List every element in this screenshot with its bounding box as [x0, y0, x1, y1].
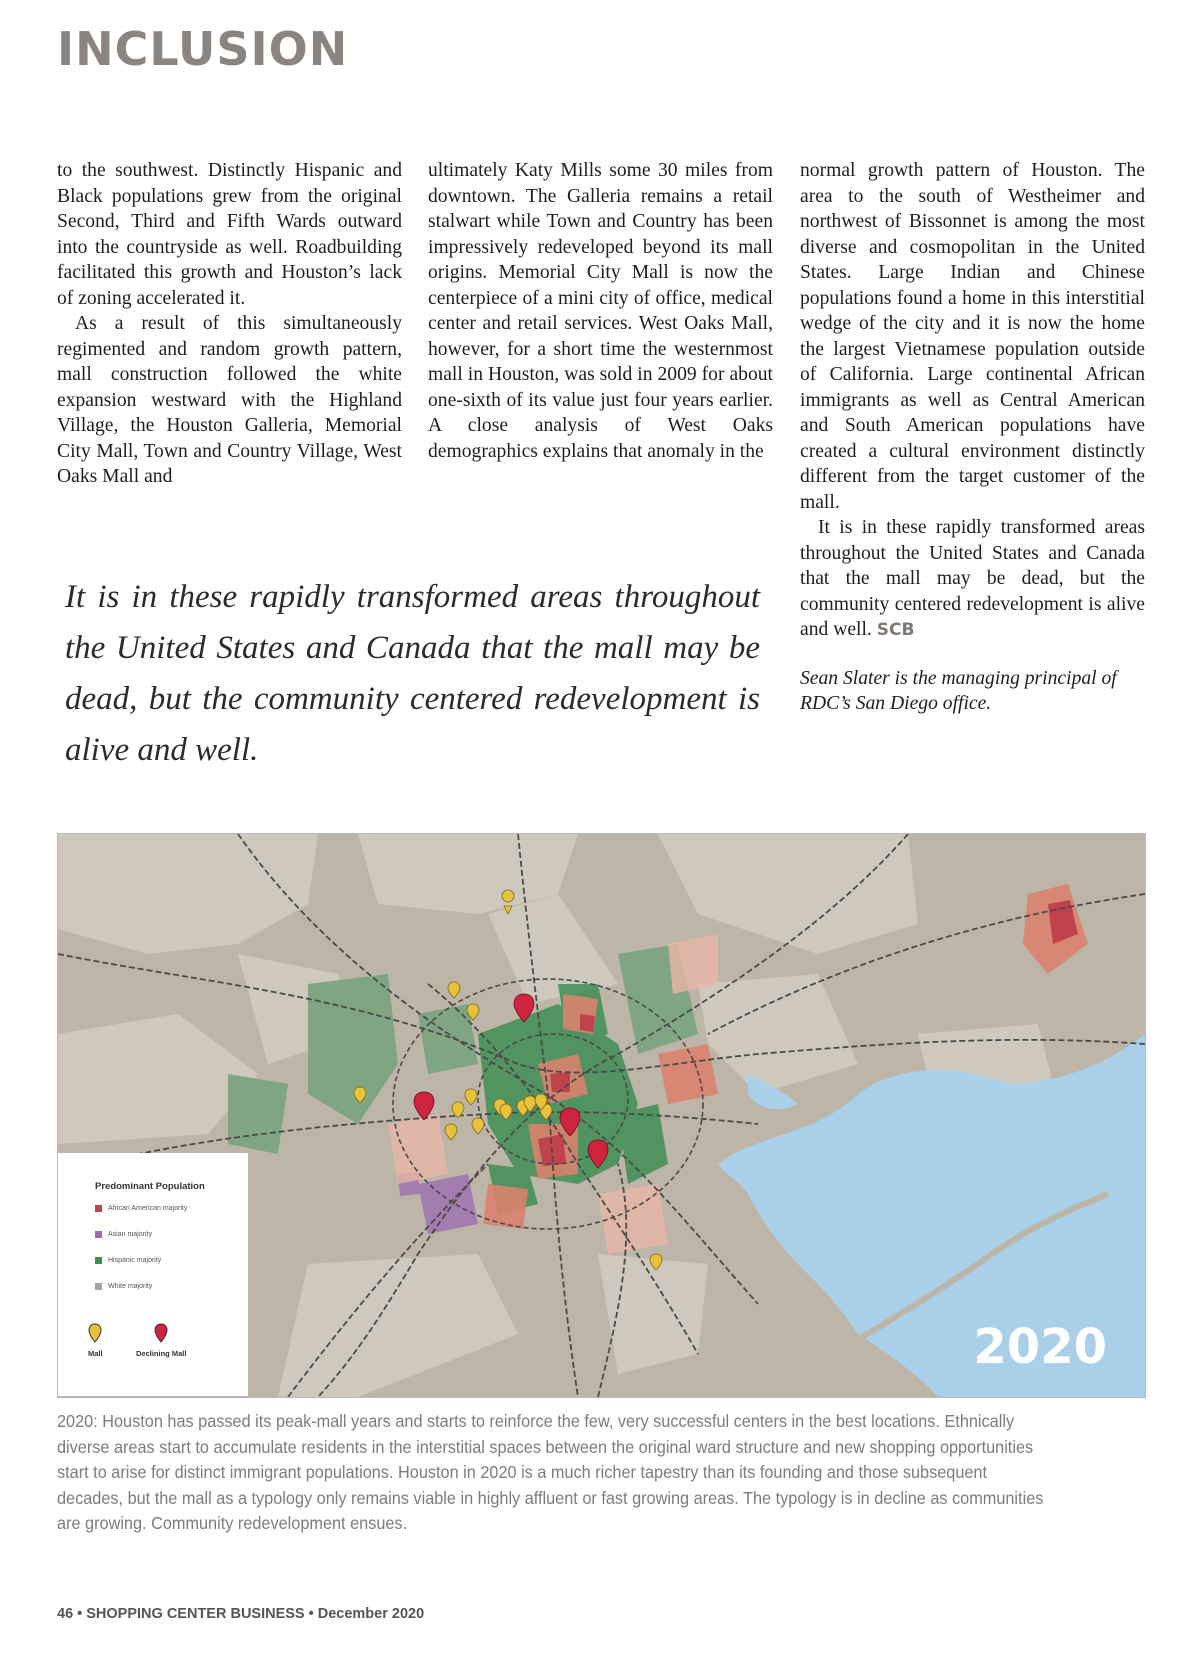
legend-item-asian — [95, 1231, 152, 1243]
article-column-2 — [428, 158, 773, 464]
paragraph-text: It is in these rapidly transformed areas throughout the United States and Canada that the mall may be dead, but the community centered redevelopment is alive and well. — [800, 517, 1145, 640]
end-mark: SCB — [876, 620, 915, 640]
legend-label: African American majority — [108, 1205, 188, 1212]
paragraph: ultimately Katy Mills some 30 miles from downtown. The Galleria remains a retail stalwart while Town and Country has been impressively redeveloped beyond its mall origins. Memorial City Mall is now the centerpiece of a mini city of office, medical center and retail services. West Oaks Mall, however, for a short time the westernmost mall in Houston, was sold in 2009 for about one-sixth of its value just four years earlier. A close analysis of West Oaks demographics explains that anomaly in the — [428, 160, 773, 462]
map-legend — [58, 1153, 248, 1396]
paragraph: normal growth pattern of Houston. The area to the south of Westheimer and northwest of Bissonnet is among the most diverse and cosmopolitan in the United States. Large Indian and Chinese populations found a home in this interstitial wedge of the city and it is now the home the largest Vietnamese population outside of California. Large continental African immigrants as well as Central American and South American populations have created a cultural environment distinctly different from the target customer of the mall. — [800, 160, 1145, 513]
legend-swatch — [95, 1205, 102, 1212]
legend-item-hispanic — [95, 1257, 161, 1269]
declining-mall-pin-icon — [154, 1323, 168, 1343]
legend-label: White majority — [108, 1283, 153, 1290]
legend-label: Mall — [88, 1349, 103, 1358]
author-byline: Sean Slater is the managing principal of RDC’s San Diego office. — [800, 667, 1117, 714]
legend-title: Predominant Population — [95, 1181, 205, 1192]
figure-caption: 2020: Houston has passed its peak-mall years and starts to reinforce the few, very successful centers in the best locations. Ethnically diverse areas start to accumulate residents in the interstitial spaces between the original ward structure and new shopping opportunities start to arise for distinct immigrant populations. Houston in 2020 is a much richer tapestry than its founding and those subsequent decades, but the mall as a typology only remains viable in highly affluent or fast growing areas. The typology is in decline as communities are growing. Community redevelopment ensues. — [57, 1411, 1044, 1533]
mall-pin-icon — [88, 1323, 102, 1343]
legend-label: Hispanic majority — [108, 1257, 162, 1264]
article-column-1 — [57, 158, 402, 490]
paragraph: As a result of this simultaneously regimented and random growth pattern, mall construction followed the white expansion westward with the Highland Village, the Houston Galleria, Memorial City Mall, Town and Country Village, West Oaks Mall and — [57, 313, 402, 487]
legend-label: Asian majority — [108, 1231, 152, 1238]
page-footer: 46 • SHOPPING CENTER BUSINESS • December 2020 — [57, 1606, 425, 1622]
legend-swatch — [95, 1257, 102, 1264]
legend-mall — [88, 1323, 103, 1358]
paragraph: to the southwest. Distinctly Hispanic and Black populations grew from the original Second, Third and Fifth Wards outward into the countryside as well. Roadbuilding facilitated this growth and Houston’s lack of zoning accelerated it. — [57, 160, 402, 309]
legend-declining-mall — [136, 1323, 186, 1358]
legend-item-african-american — [95, 1205, 187, 1217]
section-title: INCLUSION — [57, 22, 349, 76]
houston-demographic-map — [57, 833, 1146, 1398]
pull-quote: It is in these rapidly transformed areas throughout the United States and Canada that the mall may be dead, but the community centered redevelopment is alive and well. — [65, 579, 760, 768]
legend-label: Declining Mall — [136, 1349, 187, 1358]
legend-item-white — [95, 1283, 152, 1295]
article-column-3 — [800, 158, 1145, 717]
legend-swatch — [95, 1283, 102, 1290]
legend-swatch — [95, 1231, 102, 1238]
paragraph-closing — [800, 515, 1145, 644]
map-year-label: 2020 — [973, 1319, 1107, 1375]
